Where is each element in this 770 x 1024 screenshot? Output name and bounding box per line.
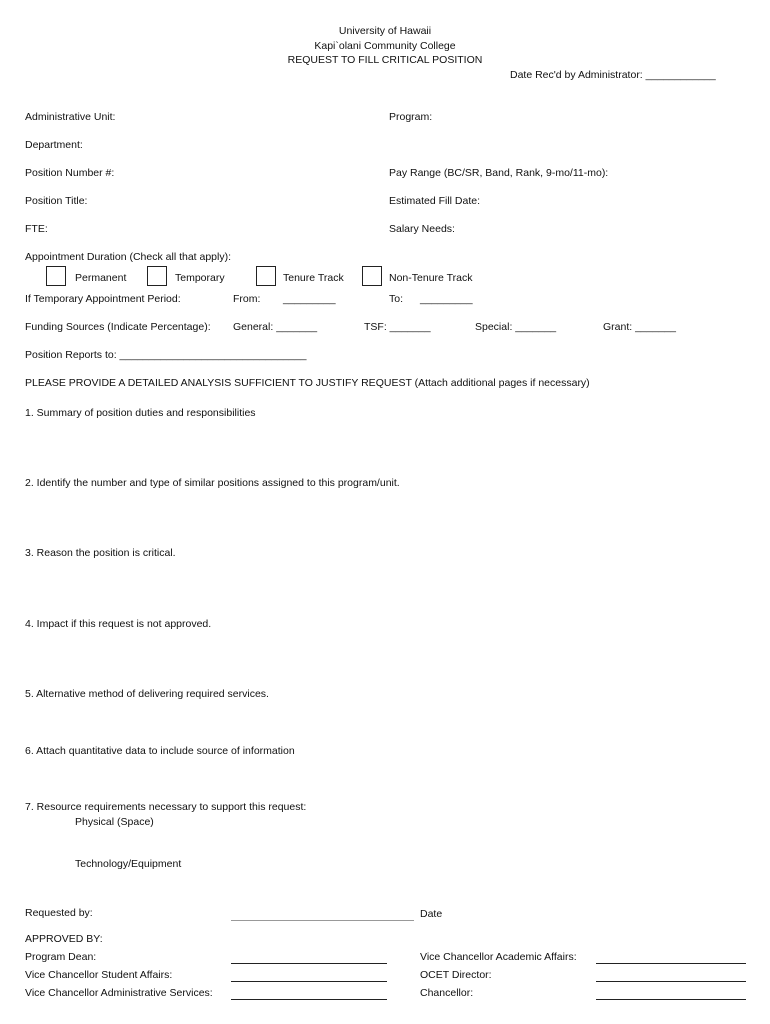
temporary-label: Temporary xyxy=(175,272,225,284)
approved-by-label: APPROVED BY: xyxy=(25,933,103,945)
vc-student-label: Vice Chancellor Student Affairs: xyxy=(25,969,173,981)
fte-label: FTE: xyxy=(25,223,48,235)
chancellor-line[interactable] xyxy=(596,999,746,1000)
tsf-funding-field[interactable]: TSF: _______ xyxy=(364,321,431,333)
fill-date-label: Estimated Fill Date: xyxy=(389,195,481,207)
question-5: 5. Alternative method of delivering required services. xyxy=(25,688,269,700)
date-received: Date Rec'd by Administrator: ____________ xyxy=(510,69,716,81)
salary-needs-label: Salary Needs: xyxy=(389,223,455,235)
funding-sources-label: Funding Sources (Indicate Percentage): xyxy=(25,321,211,333)
requested-by-line[interactable] xyxy=(231,920,414,921)
grant-funding-field[interactable]: Grant: _______ xyxy=(603,321,676,333)
question-6: 6. Attach quantitative data to include source of information xyxy=(25,745,295,757)
date-label: Date xyxy=(420,908,443,920)
question-4: 4. Impact if this request is not approved. xyxy=(25,618,212,630)
special-funding-field[interactable]: Special: _______ xyxy=(475,321,557,333)
to-field[interactable]: _________ xyxy=(420,293,473,305)
general-funding-field[interactable]: General: _______ xyxy=(233,321,318,333)
chancellor-label: Chancellor: xyxy=(420,987,474,999)
question-7-physical: Physical (Space) xyxy=(75,816,154,828)
requested-by-label: Requested by: xyxy=(25,907,93,919)
ocet-line[interactable] xyxy=(596,981,746,982)
vc-admin-label: Vice Chancellor Administrative Services: xyxy=(25,987,213,999)
non-tenure-track-checkbox[interactable] xyxy=(362,266,382,286)
form-title: REQUEST TO FILL CRITICAL POSITION xyxy=(287,54,483,66)
vc-academic-label: Vice Chancellor Academic Affairs: xyxy=(420,951,577,963)
from-field[interactable]: _________ xyxy=(283,293,336,305)
reports-to-field[interactable]: Position Reports to: ________________________________ xyxy=(25,349,307,361)
department-label: Department: xyxy=(25,139,83,151)
question-1: 1. Summary of position duties and responsibilities xyxy=(25,407,256,419)
to-label: To: xyxy=(389,293,404,305)
college-name: Kapi`olani Community College xyxy=(314,40,456,52)
non-tenure-track-label: Non-Tenure Track xyxy=(389,272,473,284)
position-title-label: Position Title: xyxy=(25,195,88,207)
vc-academic-line[interactable] xyxy=(596,963,746,964)
position-number-label: Position Number #: xyxy=(25,167,115,179)
question-3: 3. Reason the position is critical. xyxy=(25,547,176,559)
permanent-label: Permanent xyxy=(75,272,127,284)
admin-unit-label: Administrative Unit: xyxy=(25,111,116,123)
program-dean-line[interactable] xyxy=(231,963,387,964)
vc-admin-line[interactable] xyxy=(231,999,387,1000)
permanent-checkbox[interactable] xyxy=(46,266,66,286)
pay-range-label: Pay Range (BC/SR, Band, Rank, 9-mo/11-mo): xyxy=(389,167,609,179)
question-7: 7. Resource requirements necessary to support this request: xyxy=(25,801,307,813)
from-label: From: xyxy=(233,293,261,305)
question-2: 2. Identify the number and type of similar positions assigned to this program/unit. xyxy=(25,477,400,489)
temp-period-label: If Temporary Appointment Period: xyxy=(25,293,181,305)
program-dean-label: Program Dean: xyxy=(25,951,97,963)
temporary-checkbox[interactable] xyxy=(147,266,167,286)
appointment-duration-label: Appointment Duration (Check all that apply): xyxy=(25,251,232,263)
program-label: Program: xyxy=(389,111,433,123)
ocet-label: OCET Director: xyxy=(420,969,492,981)
university-name: University of Hawaii xyxy=(338,25,432,37)
vc-student-line[interactable] xyxy=(231,981,387,982)
instructions-text: PLEASE PROVIDE A DETAILED ANALYSIS SUFFICIENT TO JUSTIFY REQUEST (Attach additional pages if necessary) xyxy=(25,377,590,389)
tenure-track-checkbox[interactable] xyxy=(256,266,276,286)
question-7-technology: Technology/Equipment xyxy=(75,858,182,870)
tenure-track-label: Tenure Track xyxy=(283,272,344,284)
